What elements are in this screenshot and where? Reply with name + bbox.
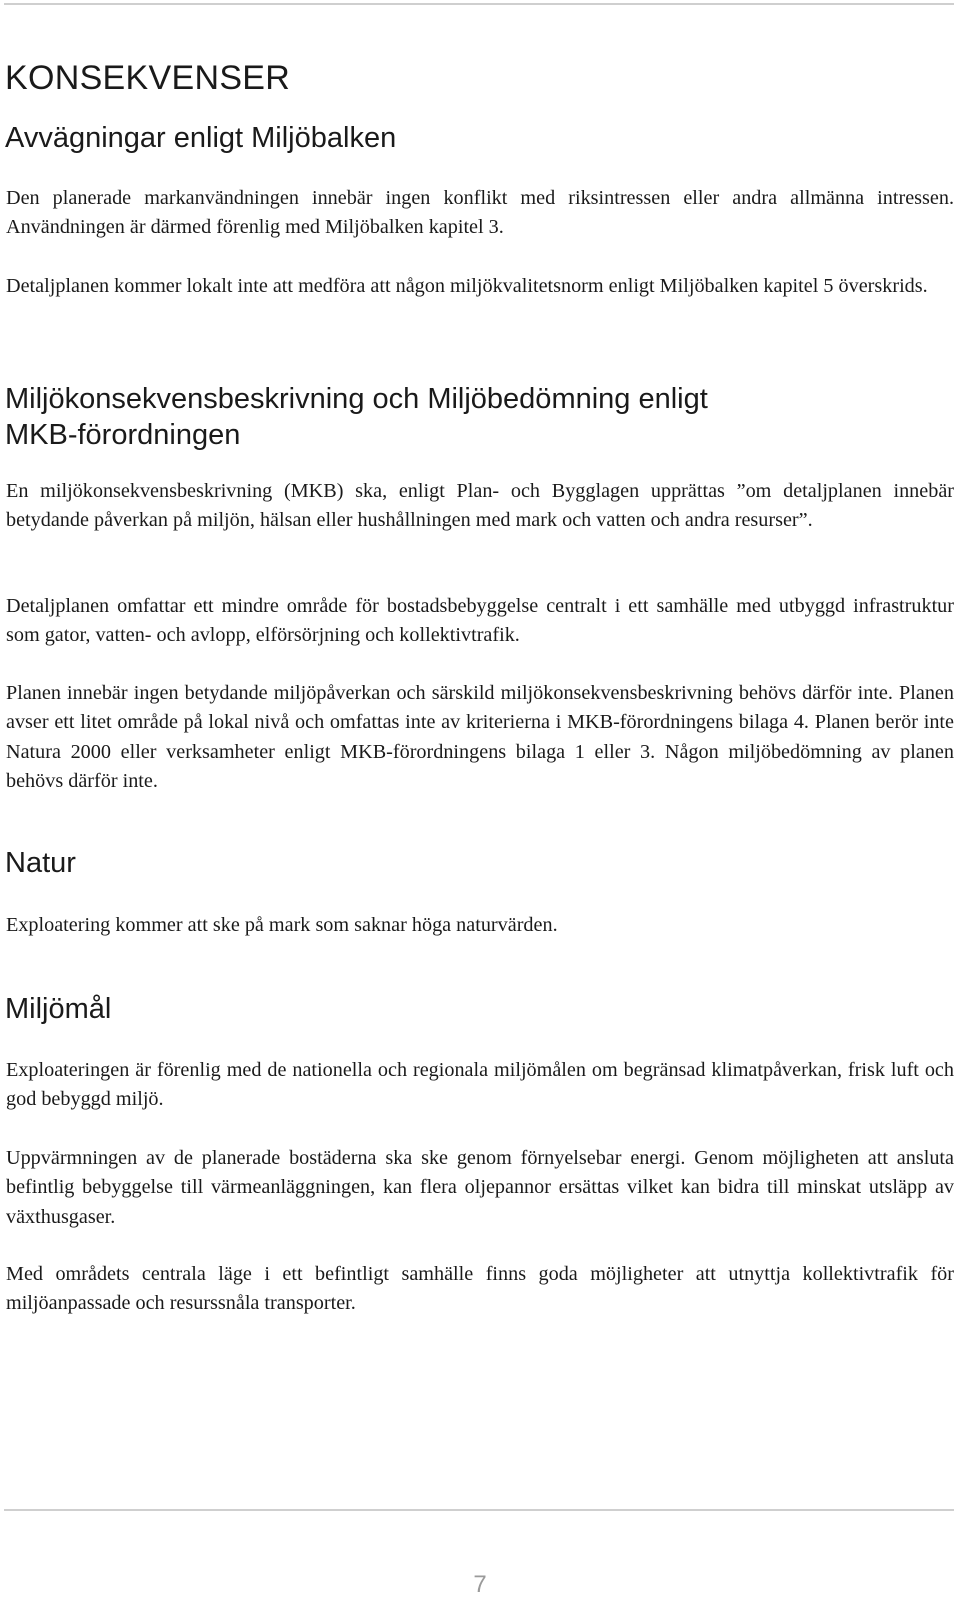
paragraph-miljomal-2: Uppvärmningen av de planerade bostäderna ska ske genom förnyelsebar energi. Genom möjligheten att ansluta befintlig bebyggelse till värmeanläggningen, kan flera oljepannor ersättas vilket kan bidra till minskat utsläpp av växthusgaser. xyxy=(6,1147,954,1228)
paragraph-avvagningar-1: Den planerade markanvändningen innebär ingen konflikt med riksintressen eller andra allmänna intressen. Användningen är därmed förenlig med Miljöbalken kapitel 3. xyxy=(6,187,954,239)
heading-avvagningar: Avvägningar enligt Miljöbalken xyxy=(5,122,397,154)
heading-mkb xyxy=(5,381,708,453)
paragraph-mkb-3: Planen innebär ingen betydande miljöpåverkan och särskild miljökonsekvensbeskrivning behövs därför inte. Planen avser ett litet område på lokal nivå och omfattas inte av kriterierna i MKB-förordningens bilaga 4. Planen berör inte Natura 2000 eller verksamheter enligt MKB-förordningens bilaga 1 eller 3. Någon miljöbedömning av planen behövs därför inte. xyxy=(6,682,954,793)
heading-miljomal: Miljömål xyxy=(5,993,112,1025)
heading-mkb-line2: MKB-förordningen xyxy=(5,419,241,451)
top-rule xyxy=(4,3,954,5)
heading-mkb-line1: Miljökonsekvensbeskrivning och Miljöbedömning enligt xyxy=(5,383,708,415)
page-number: 7 xyxy=(473,1571,487,1598)
bottom-rule xyxy=(4,1509,954,1511)
paragraph-natur-1: Exploatering kommer att ske på mark som saknar höga naturvärden. xyxy=(6,914,558,936)
paragraph-mkb-1: En miljökonsekvensbeskrivning (MKB) ska, enligt Plan- och Bygglagen upprättas ”om detaljplanen innebär betydande påverkan på miljön, hälsan eller hushållningen med mark och vatten och andra resurser”. xyxy=(6,480,954,532)
main-heading: KONSEKVENSER xyxy=(5,59,291,97)
paragraph-avvagningar-2: Detaljplanen kommer lokalt inte att medföra att någon miljökvalitetsnorm enligt Miljöbalken kapitel 5 överskrids. xyxy=(6,275,928,297)
paragraph-miljomal-3: Med områdets centrala läge i ett befintligt samhälle finns goda möjligheter att utnyttja kollektivtrafik för miljöanpassade och resurssnåla transporter. xyxy=(6,1263,954,1315)
paragraph-miljomal-1: Exploateringen är förenlig med de nationella och regionala miljömålen om begränsad klimatpåverkan, frisk luft och god bebyggd miljö. xyxy=(6,1059,954,1111)
heading-natur: Natur xyxy=(5,847,76,879)
paragraph-mkb-2: Detaljplanen omfattar ett mindre område för bostadsbebyggelse centralt i ett samhälle med utbyggd infrastruktur som gator, vatten- och avlopp, elförsörjning och kollektivtrafik. xyxy=(6,595,954,647)
